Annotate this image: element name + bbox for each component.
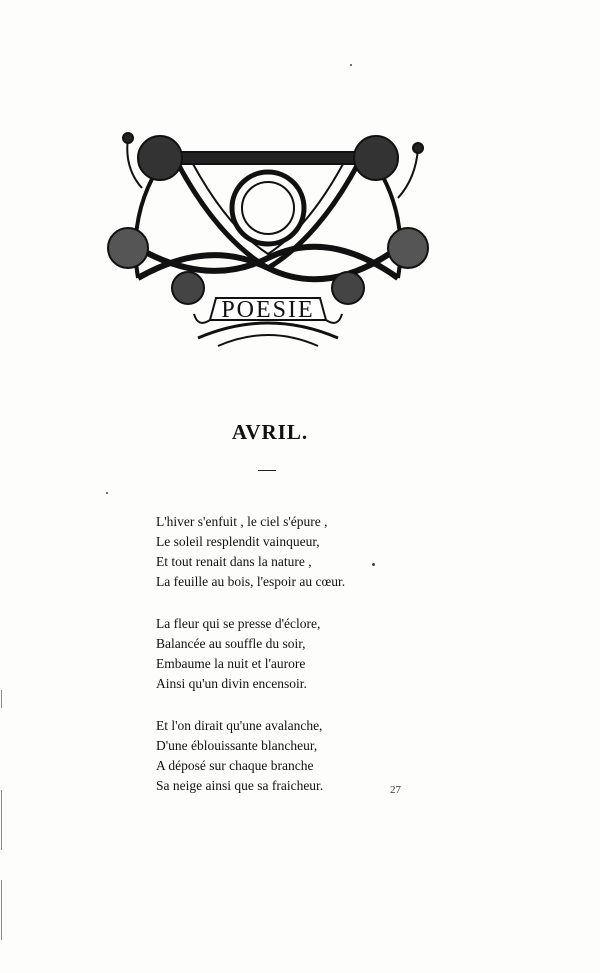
scan-edge-mark bbox=[1, 790, 2, 850]
verse-line: Sa neige ainsi que sa fraicheur. bbox=[156, 778, 324, 793]
scan-edge-mark bbox=[1, 690, 2, 708]
vignette-banner-label: POESIE bbox=[221, 297, 315, 323]
page-number: 27 bbox=[390, 784, 401, 796]
ornamental-vignette bbox=[98, 128, 438, 350]
verse-line: Et tout renait dans la nature , bbox=[156, 554, 312, 569]
scan-speck bbox=[106, 492, 108, 494]
scan-edge-mark bbox=[1, 880, 2, 940]
stanza bbox=[156, 716, 345, 796]
verse-line: Balancée au souffle du soir, bbox=[156, 636, 306, 651]
stanza bbox=[156, 512, 345, 592]
verse-line: D'une éblouissante blancheur, bbox=[156, 738, 318, 753]
scan-speck bbox=[372, 563, 375, 566]
poem-body bbox=[156, 512, 345, 818]
verse-line: Le soleil resplendit vainqueur, bbox=[156, 534, 320, 549]
verse-line: Embaume la nuit et l'aurore bbox=[156, 656, 306, 671]
verse-line: La feuille au bois, l'espoir au cœur. bbox=[156, 574, 346, 589]
stanza bbox=[156, 614, 345, 694]
verse-line: A déposé sur chaque branche bbox=[156, 758, 314, 773]
verse-line: Ainsi qu'un divin encensoir. bbox=[156, 676, 307, 691]
scan-speck bbox=[350, 64, 352, 66]
verse-line: L'hiver s'enfuit , le ciel s'épure , bbox=[156, 514, 328, 529]
poem-title: AVRIL. bbox=[231, 420, 309, 444]
title-divider bbox=[258, 470, 276, 471]
verse-line: Et l'on dirait qu'une avalanche, bbox=[156, 718, 323, 733]
verse-line: La fleur qui se presse d'éclore, bbox=[156, 616, 321, 631]
